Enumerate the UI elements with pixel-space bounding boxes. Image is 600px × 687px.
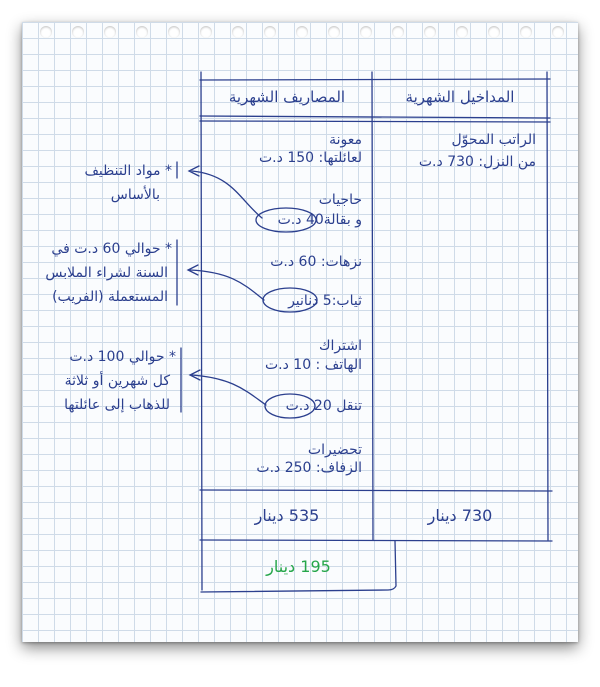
- expense-subscription-title: اشتراك: [319, 338, 362, 354]
- expense-transport-line: [286, 396, 362, 416]
- note-travel-line3: للذهاب إلى عائلتها: [64, 397, 170, 413]
- note-cleaning-line1: * مواد التنظيف: [84, 163, 172, 179]
- needs-arrow: [192, 171, 262, 218]
- expense-transport-amount: 20 د.ت: [285, 398, 332, 414]
- table-middle-border: [372, 72, 373, 540]
- expense-clothes-amount: 5 دنانير: [288, 293, 332, 309]
- expense-wedding-title: تحضيرات: [307, 442, 362, 458]
- note-travel-line1: * حوالي 100 د.ت: [69, 349, 176, 365]
- expense-needs-amount: 40 د.ت: [277, 212, 324, 228]
- expense-clothes-prefix: ثياب:: [331, 293, 362, 309]
- note-clothes-line3: المستعملة (الفريب): [52, 289, 168, 305]
- income-header: المداخيل الشهرية: [405, 88, 515, 106]
- expense-help-amount: لعائلتها: 150 د.ت: [259, 150, 362, 166]
- monthly-balance: 195 دينار: [266, 557, 331, 576]
- expenses-total: 535 دينار: [254, 506, 320, 525]
- expense-subscription-amount: الهاتف : 10 د.ت: [264, 357, 362, 373]
- expense-transport-prefix: تنقل: [336, 398, 362, 414]
- expense-clothes-line: [288, 291, 362, 311]
- expense-help-title: معونة: [329, 132, 362, 148]
- expense-needs-title: حاجيات: [318, 192, 362, 208]
- note-clothes-line2: السنة لشراء الملابس: [45, 265, 168, 281]
- expense-needs-prefix: و بقالة: [323, 212, 362, 228]
- income-salary-amount: من النزل: 730 د.ت: [418, 154, 536, 170]
- expenses-header: المصاريف الشهرية: [228, 88, 346, 106]
- note-clothes-line1: * حوالي 60 د.ت في: [51, 241, 172, 257]
- income-salary-label: الراتب المحوّل: [451, 132, 536, 148]
- note-travel-line2: كل شهرين أو ثلاثة: [64, 373, 170, 389]
- table-right-border: [547, 72, 548, 540]
- income-total: 730 دينار: [427, 506, 493, 525]
- expense-outings: نزهات: 60 د.ت: [270, 254, 362, 270]
- expense-needs-line: [278, 210, 362, 230]
- transport-arrow: [192, 375, 266, 405]
- note-cleaning-line2: بالأساس: [110, 187, 160, 203]
- expense-wedding-amount: الزفاف: 250 د.ت: [256, 460, 362, 476]
